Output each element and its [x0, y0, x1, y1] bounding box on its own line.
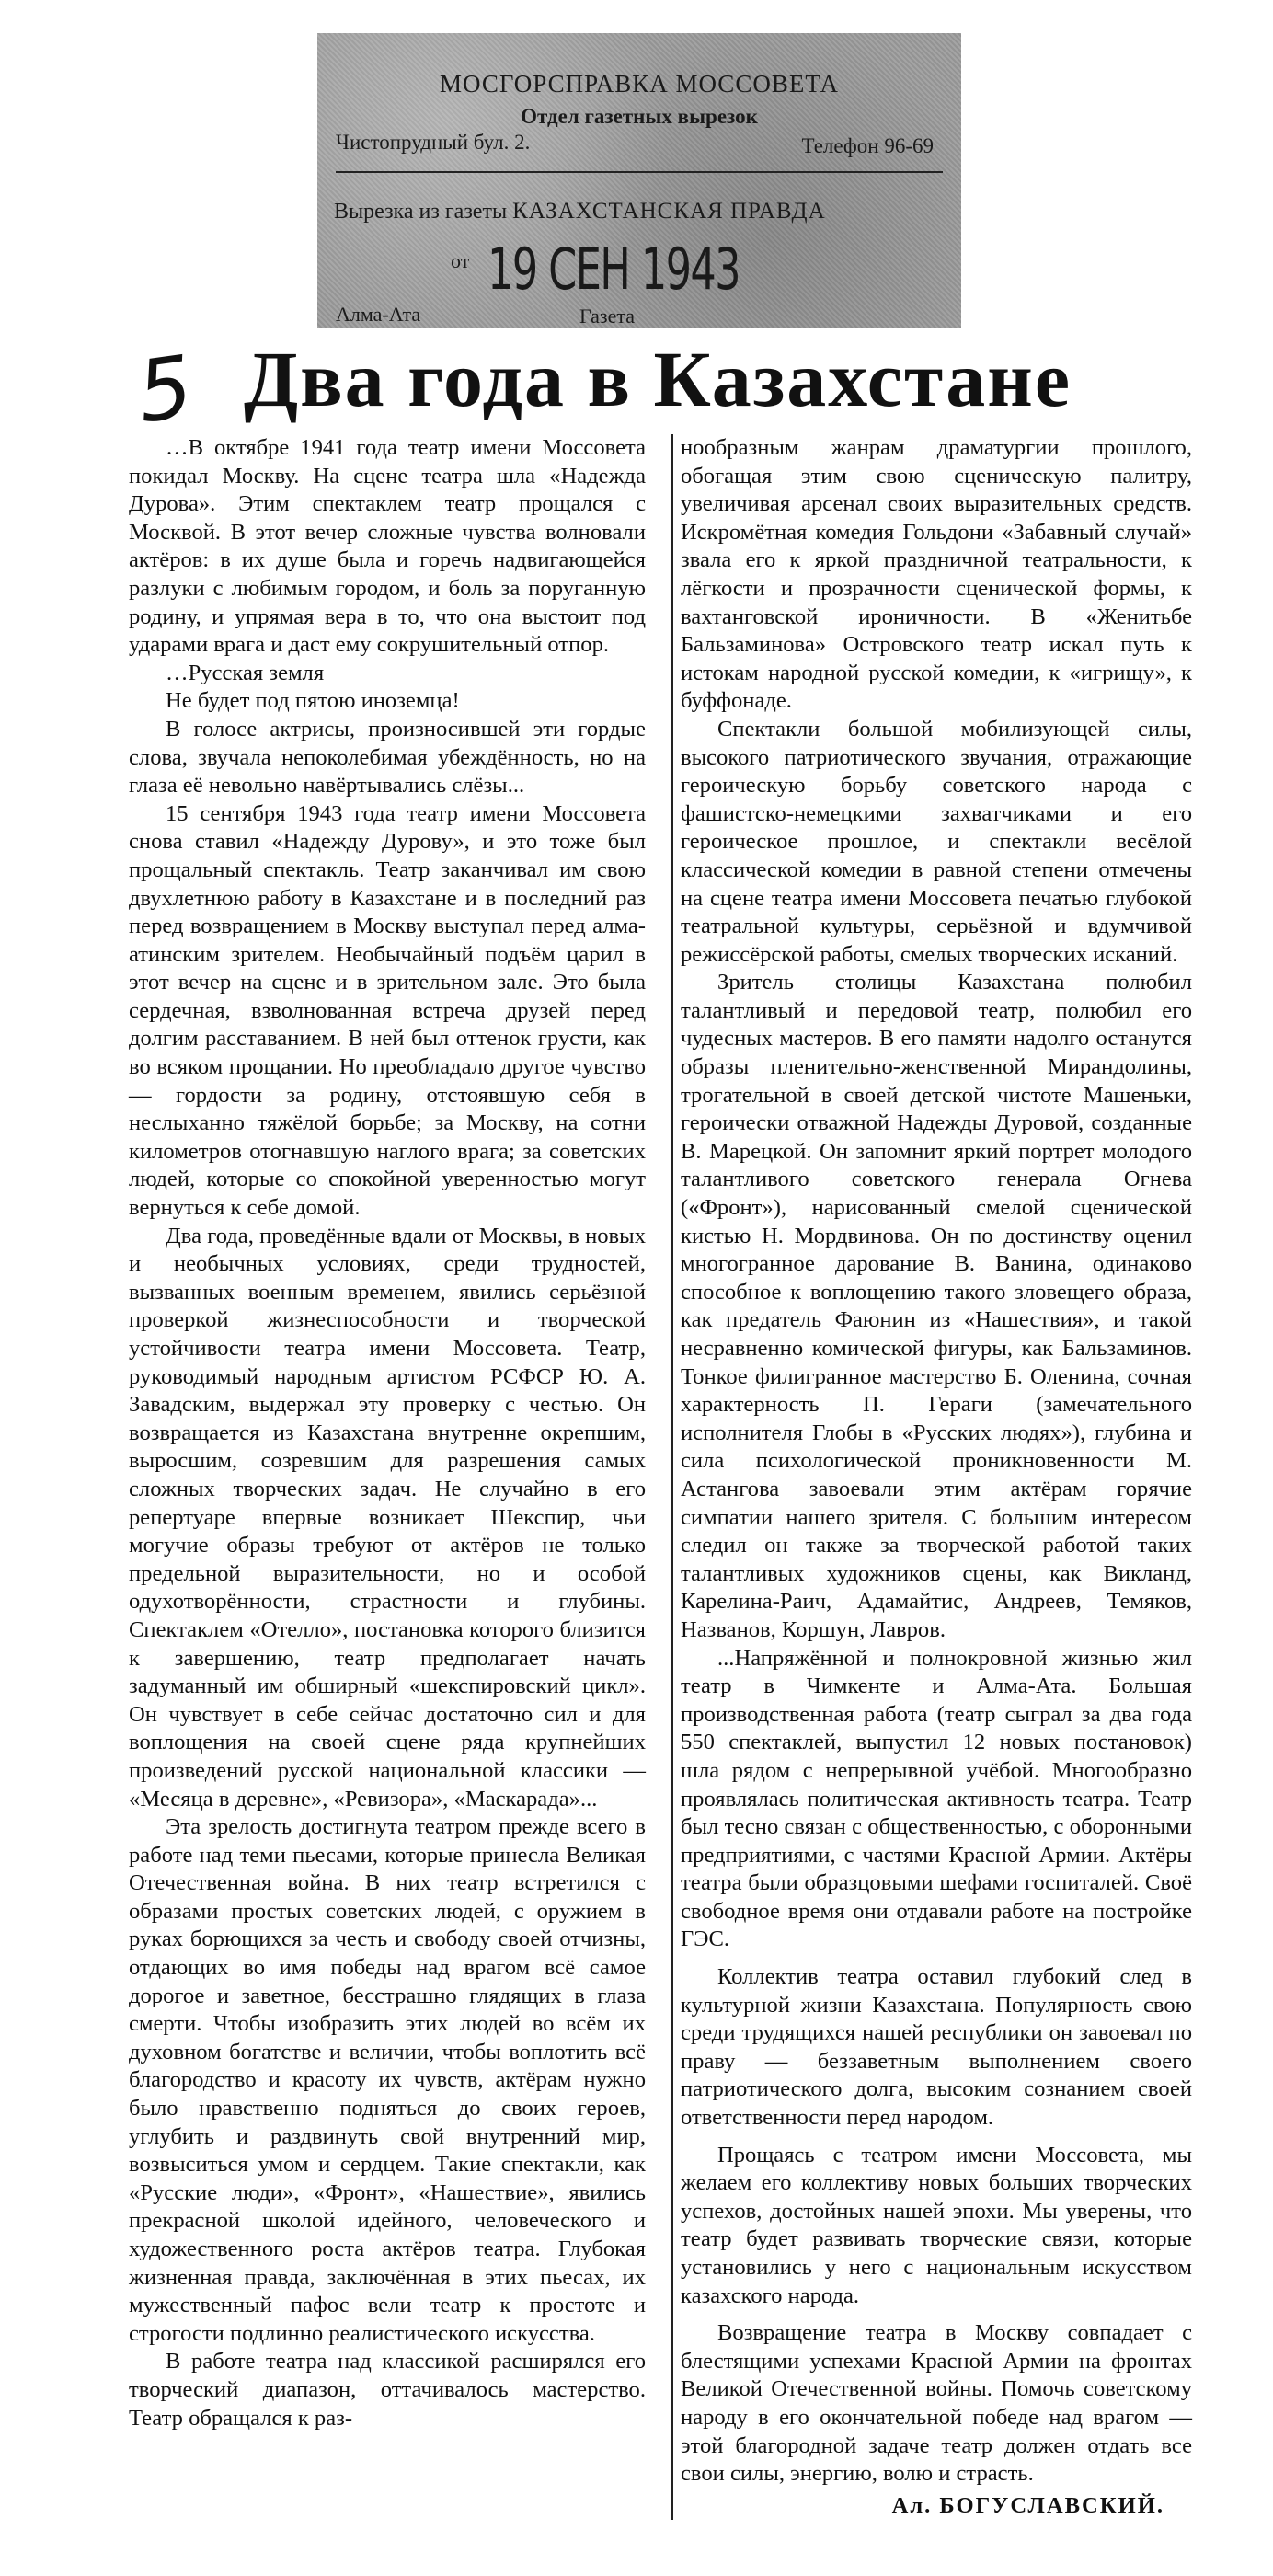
stamp-organization: МОСГОРСПРАВКА МОССОВЕТА: [440, 70, 839, 98]
stamp-address: Чистопрудный бул. 2.: [336, 131, 531, 154]
stamp-gazeta-label: Газета: [579, 305, 636, 328]
verse-line: Не будет под пятою иноземца!: [166, 688, 460, 714]
verse-line: …Русская земля: [166, 660, 325, 685]
stamp-divider: [336, 171, 943, 173]
paragraph: Эта зрелость достигнута театром прежде всего в работе над теми пьесами, которые принесла Великая Отечественная война. В них театр встретился с образами простых советских людей, с оружием в руках борющихся за честь и свободу своей отчизны, отдающих во имя победы над врагом всё самое дорогое и заветное, бесстрашно глядящих в глаза смерти. Чтобы изобразить этих людей во всём их духовном богатстве и величии, чтобы воплотить всё благородство и красоту их чувств, актёрам нужно было нравственно подняться до своих героев, углубить и раздвинуть свой внутренний мир, возвыситься умом и сердцем. Такие спектакли, как «Русские люди», «Фронт», «Нашествие», явились прекрасной школой идейного, человеческого и художественного роста актёров театра. Глубокая жизненная правда, заключённая в этих пьесах, их мужественный пафос вели театр к простоте и строгости подлинно реалистического искусства.: [129, 1814, 646, 2346]
stamp-date: 19 СЕН 1943: [487, 236, 740, 303]
paragraph: 15 сентября 1943 года театр имени Моссовета снова ставил «Надежду Дурову», и это тоже был прощальный спектакль. Театр заканчивал им свою двухлетнюю работу в Казахстане и в последний раз перед возвращением в Москву выступал перед алма-атинским зрителем. Необычайный подъём царил в этот вечер на сцене и в зрительном зале. Это была сердечная, взволнованная встреча друзей перед долгим расставанием. В ней был оттенок грусти, как во всяком прощании. Но преобладало другое чувство — гордости за родину, отстоявшую себя в неслыханно тяжёлой борьбе; за Москву, на сотни километров отогнавшую наглого врага; за советских людей, которые со спокойной уверенностью могут вернуться к себе домой.: [129, 800, 646, 1221]
paragraph: ...Напряжённой и полнокровной жизнью жил театр в Чимкенте и Алма-Ата. Большая производственная работа (театр сыграл за два года 550 спектаклей, выпустил 12 новых постановок) шла рядом с непрерывной учёбой. Многообразно проявлялась политическая активность театра. Театр был тесно связан с общественностью, с оборонными предприятиями, с частями Красной Армии. Актёры театра были образцовыми шефами госпиталей. Своё свободное время они отдавали работе на постройке ГЭС.: [681, 1645, 1192, 1952]
stamp-from-label: от: [451, 249, 470, 272]
stamp-clip-line: [334, 199, 826, 224]
paragraph: В голосе актрисы, произносившей эти гордые слова, звучала непоколебимая убеждённость, но на глаза её невольно навёртывались слёзы...: [129, 716, 646, 799]
stamp-department: Отдел газетных вырезок: [521, 105, 758, 128]
paragraph-continued: нообразным жанрам драматургии прошлого, обогащая этим свою сценическую палитру, увеличивая арсенал своих выразительных средств. Искромётная комедия Гольдони «Забавный случай» звала его к яркой праздничной театральности, к лёгкости и прозрачности сценической формы, к вахтанговской ироничности. В «Женитьбе Бальзаминова» Островского театр искал путь к истокам народной русской комедии, к «игрищу», к буффонаде.: [681, 435, 1192, 714]
paragraph: Возвращение театра в Москву совпадает с блестящими успехами Красной Армии на фронтах Великой Отечественной войны. Помочь советскому народу в его окончательной победе над врагом — этой благородной задаче театр должен отдать все свои силы, энергию, волю и страсть.: [681, 2320, 1192, 2487]
verse-quote: [129, 660, 646, 716]
stamp-newspaper: КАЗАХСТАНСКАЯ ПРАВДА: [512, 199, 826, 224]
paragraph: Коллектив театра оставил глубокий след в культурной жизни Казахстана. Популярность свою среди трудящихся нашей республики он завоевал по праву — беззаветным выполнением своего патриотического долга, высоким сознанием своей ответственности перед народом.: [681, 1964, 1192, 2131]
handwritten-page-mark: 5: [131, 337, 199, 443]
stamp-phone: Телефон 96-69: [801, 134, 934, 157]
article-column-left: [129, 434, 646, 2432]
paragraph: В работе театра над классикой расширялся его творческий диапазон, оттачивалось мастерство. Театр обращался к раз-: [129, 2349, 646, 2431]
article-column-right: [671, 434, 1192, 2520]
paragraph: Два года, проведённые вдали от Москвы, в новых и необычных условиях, среди трудностей, вызванных военным временем, явились серьёзной проверкой жизнеспособности и творческой устойчивости театра имени Моссовета. Театр, руководимый народным артистом РСФСР Ю. А. Завадским, выдержал эту проверку с честью. Он возвращается из Казахстана внутренне окрепшим, выросшим, созревшим для разрешения самых сложных творческих задач. Не случайно в его репертуаре впервые возникает Шекспир, чьи могучие образы требуют от актёров не только предельной выразительности, но и особой одухотворённости, страстности и глубины. Спектаклем «Отелло», постановка которого близится к завершению, театр предполагает начать задуманный им обширный «шекспировский цикл». Он чувствует в себе сейчас достаточно сил и для воплощения на своей сцене ряда крупнейших произведений русской национальной классики — «Месяца в деревне», «Ревизора», «Маскарада»...: [129, 1223, 646, 1811]
stamp-city: Алма-Ата: [336, 303, 421, 326]
paragraph: Зритель столицы Казахстана полюбил талантливый и передовой театр, полюбил его чудесных мастеров. В его памяти надолго останутся образы пленительно-женственной Мирандолины, трогательной в своей детской чистоте Машеньки, героически отважной Надежды Дуровой, созданные В. Марецкой. Он запомнит яркий портрет молодого талантливого советского генерала Огнева («Фронт»), нарисованный смелой сценической кистью Н. Мордвинова. Он по достинству оценил многогранное дарование В. Ванина, одинаково способное к воплощению такого зловещего образа, как предатель Фаюнин из «Нашествия», и такой несравненно комической фигуры, как Бальзаминов. Тонкое филигранное мастерство Б. Оленина, сочная характерность П. Гераги (замечательного исполнителя Глобы в «Русских людях»), глубина и сила психологической проникновенности М. Астангова завоевали этим актёрам горячие симпатии нашего зрителя. С большим интересом следил он также за творческой работой таких талантливых художников сцены, как Викланд, Карелина-Раич, Адамайтис, Андреев, Темяков, Названов, Коршун, Лавров.: [681, 970, 1192, 1642]
author-signature: Ал. БОГУСЛАВСКИЙ.: [891, 2492, 1164, 2518]
stamp-clip-label: Вырезка из газеты: [334, 200, 508, 224]
clipping-service-stamp: [317, 33, 961, 328]
article-title: Два года в Казахстане: [244, 335, 1072, 423]
paragraph: Спектакли большой мобилизующей силы, высокого патриотического звучания, отражающие героическую борьбу советского народа с фашистско-немецкими захватчиками и его героическое прошлое, и спектакли весёлой классической комедии в равной степени отмечены на сцене театра имени Моссовета печатью глубокой театральной культуры, серьёзной и вдумчивой режиссёрской работы, смелых творческих исканий.: [681, 716, 1192, 967]
paragraph: …В октябре 1941 года театр имени Моссовета покидал Москву. На сцене театра шла «Надежда Дурова». Этим спектаклем театр прощался с Москвой. В этот вечер сложные чувства волновали актёров: в их душе была и горечь надвигающейся разлуки с любимым городом, и боль за поруганную родину, и упрямая вера в то, что она выстоит под ударами врага и даст ему сокрушительный отпор.: [129, 435, 646, 658]
paragraph: Прощаясь с театром имени Моссовета, мы желаем его коллективу новых больших творческих успехов, достойных нашей эпохи. Мы уверены, что театр будет развивать творческие связи, которые установились у него с национальным искусством казахского народа.: [681, 2142, 1192, 2308]
